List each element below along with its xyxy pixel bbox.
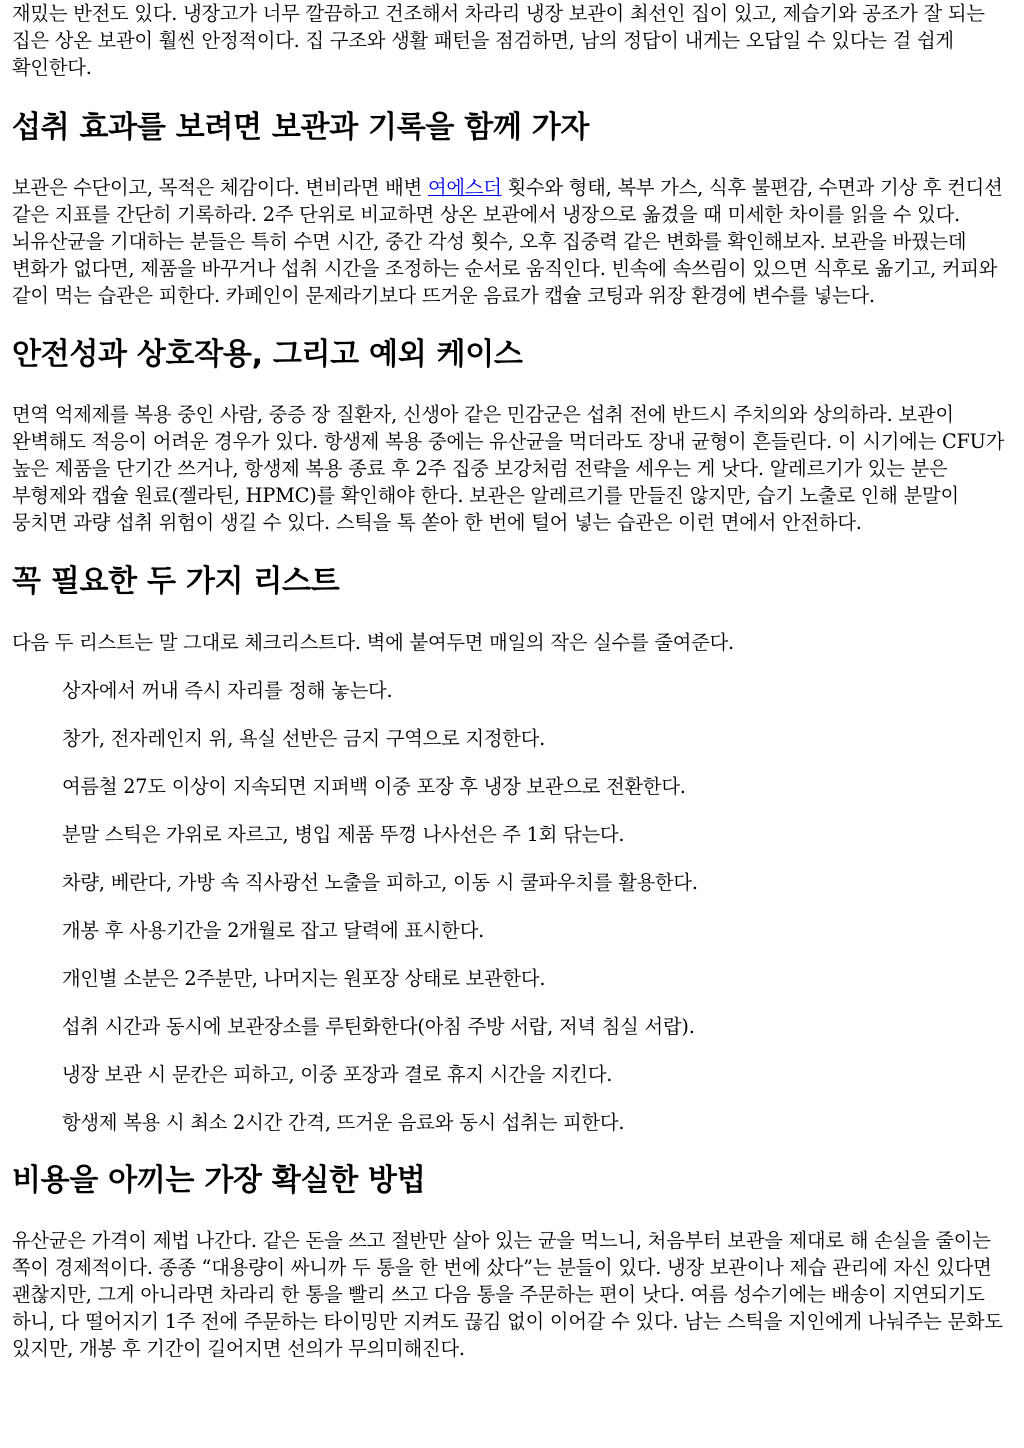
safety-heading: 안전성과 상호작용, 그리고 예외 케이스	[12, 337, 523, 372]
cost-heading: 비용을 아끼는 가장 확실한 방법	[12, 1163, 426, 1198]
list-item: 차량, 베란다, 가방 속 직사광선 노출을 피하고, 이동 시 쿨파우치를 활용한다.	[62, 871, 698, 894]
list-item: 개인별 소분은 2주분만, 나머지는 원포장 상태로 보관한다.	[62, 967, 546, 990]
records-paragraph-start: 보관은 수단이고, 목적은 체감이다. 변비라면 배변	[12, 176, 428, 199]
list-item: 섭취 시간과 동시에 보관장소를 루틴화한다(아침 주방 서랍, 저녁 침실 서랍).	[62, 1015, 695, 1038]
lists-intro: 다음 두 리스트는 말 그대로 체크리스트다. 벽에 붙여두면 매일의 작은 실수를 줄여준다.	[12, 631, 734, 654]
cost-paragraph: 유산균은 가격이 제법 나간다. 같은 돈을 쓰고 절반만 살아 있는 균을 먹느니, 처음부터 보관을 제대로 해 손실을 줄이는 쪽이 경제적이다. 종종 “대용량이 싸니까 두 통을 한 번에 샀다”는 분들이 있다. 냉장 보관이나 제습 관리에 자신 있다면 괜찮지만, 그게 아니라면 차라리 한 통을 빨리 쓰고 다음 통을 주문하는 편이 낫다. 여름 성수기에는 배송이 지연되기도 하니, 다 떨어지기 1주 전에 주문하는 타이밍만 지켜도 끊김 없이 이어갈 수 있다. 남는 스틱을 지인에게 나눠주는 문화도 있지만, 개봉 후 기간이 길어지면 선의가 무의미해진다.	[12, 1229, 1003, 1360]
lists-heading: 꼭 필요한 두 가지 리스트	[12, 564, 340, 599]
intro-paragraph: 재밌는 반전도 있다. 냉장고가 너무 깔끔하고 건조해서 차라리 냉장 보관이 최선인 집이 있고, 제습기와 공조가 잘 되는 집은 상온 보관이 훨씬 안정적이다. 집 구조와 생활 패턴을 점검하면, 남의 정답이 내게는 오답일 수 있다는 걸 쉽게 확인한다.	[12, 2, 985, 79]
brand-link[interactable]: 여에스더	[427, 176, 502, 199]
safety-paragraph: 면역 억제제를 복용 중인 사람, 중증 장 질환자, 신생아 같은 민감군은 섭취 전에 반드시 주치의와 상의하라. 보관이 완벽해도 적응이 어려운 경우가 있다. 항생제 복용 중에는 유산균을 먹더라도 장내 균형이 흔들린다. 이 시기에는 CFU가 높은 제품을 단기간 쓰거나, 항생제 복용 종료 후 2주 집중 보강처럼 전략을 세우는 게 낫다. 알레르기가 있는 분은 부형제와 캡슐 원료(젤라틴, HPMC)를 확인해야 한다. 보관은 알레르기를 만들진 않지만, 습기 노출로 인해 분말이 뭉치면 과량 섭취 위험이 생길 수 있다. 스틱을 톡 쏟아 한 번에 털어 넣는 습관은 이런 면에서 안전하다.	[12, 403, 1005, 534]
list-item: 여름철 27도 이상이 지속되면 지퍼백 이중 포장 후 냉장 보관으로 전환한다.	[62, 775, 686, 798]
list-item: 상자에서 꺼내 즉시 자리를 정해 놓는다.	[62, 679, 393, 702]
records-heading: 섭취 효과를 보려면 보관과 기록을 함께 가자	[12, 110, 590, 145]
checklist	[12, 677, 1012, 1136]
list-item: 창가, 전자레인지 위, 욕실 선반은 금지 구역으로 지정한다.	[62, 727, 546, 750]
records-paragraph	[12, 174, 1012, 309]
records-paragraph-rest: 횟수와 형태, 복부 가스, 식후 불편감, 수면과 기상 후 컨디션 같은 지표를 간단히 기록하라. 2주 단위로 비교하면 상온 보관에서 냉장으로 옮겼을 때 미세한 차이를 읽을 수 있다. 뇌유산균을 기대하는 분들은 특히 수면 시간, 중간 각성 횟수, 오후 집중력 같은 변화를 확인해보자. 보관을 바꿨는데 변화가 없다면, 제품을 바꾸거나 섭취 시간을 조정하는 순서로 움직인다. 빈속에 속쓰림이 있으면 식후로 옮기고, 커피와 같이 먹는 습관은 피한다. 카페인이 문제라기보다 뜨거운 음료가 캡슐 코팅과 위장 환경에 변수를 넣는다.	[12, 176, 1003, 307]
list-item: 항생제 복용 시 최소 2시간 간격, 뜨거운 음료와 동시 섭취는 피한다.	[62, 1111, 625, 1134]
list-item: 분말 스틱은 가위로 자르고, 병입 제품 뚜껑 나사선은 주 1회 닦는다.	[62, 823, 625, 846]
list-item: 개봉 후 사용기간을 2개월로 잡고 달력에 표시한다.	[62, 919, 485, 942]
list-item: 냉장 보관 시 문칸은 피하고, 이중 포장과 결로 휴지 시간을 지킨다.	[62, 1063, 613, 1086]
